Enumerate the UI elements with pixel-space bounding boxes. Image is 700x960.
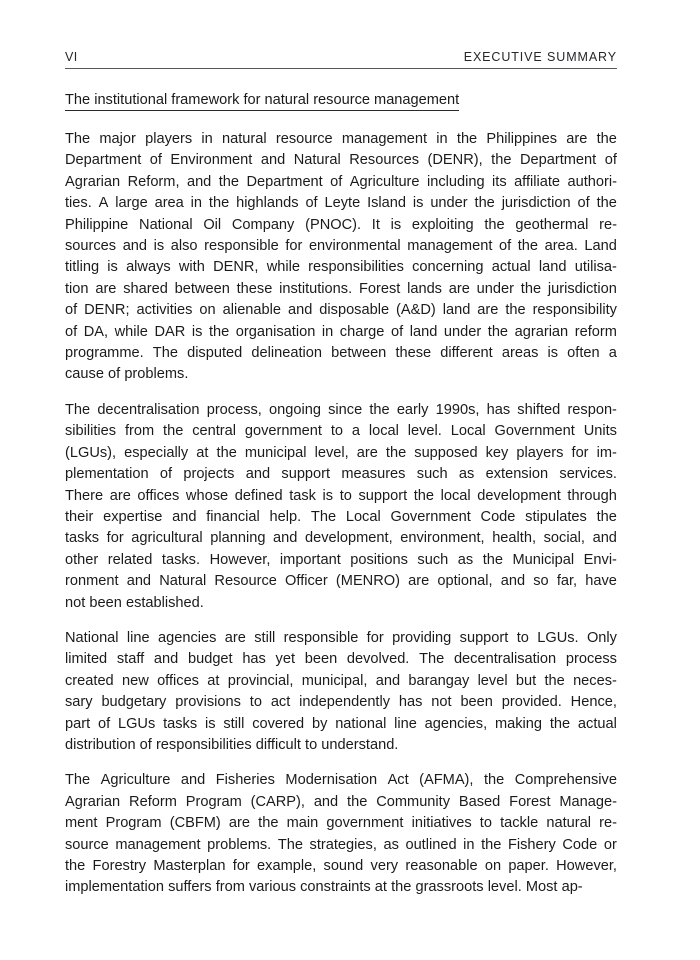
text-line: There are offices whose defined task is to support the local development through <box>65 487 617 504</box>
running-header <box>65 50 617 69</box>
text-line: other related tasks. However, important positions such as the Municipal Envi- <box>65 551 617 568</box>
text-line: The decentralisation process, ongoing since the early 1990s, has shifted respon- <box>65 401 617 418</box>
body-text <box>65 129 617 899</box>
text-line: tasks for agricultural planning and development, environment, health, social, and <box>65 530 617 547</box>
paragraph-national-line-agencies <box>65 628 617 756</box>
text-line: sary budgetary provisions to act independently has not been provided. Hence, <box>65 694 617 711</box>
page-content <box>65 90 617 913</box>
paragraph-decentralisation <box>65 400 617 614</box>
text-line: the Forestry Masterplan for example, sound very reasonable on paper. However, <box>65 858 617 874</box>
text-line: ronment and Natural Resource Officer (MENRO) are optional, and so far, have <box>65 573 617 590</box>
text-line: titling is always with DENR, while responsibilities concerning actual land utilisa- <box>65 259 617 276</box>
text-line: created new offices at provincial, municipal, and barangay level but the neces- <box>65 672 617 689</box>
header-section-title: EXECUTIVE SUMMARY <box>463 50 617 64</box>
text-line: (LGUs), especially at the municipal level, are the supposed key players for im- <box>65 444 617 461</box>
text-line: of DA, while DAR is the organisation in charge of land under the agrarian reform <box>65 323 617 340</box>
text-line: sibilities from the central government to a local level. Local Government Units <box>65 423 617 440</box>
paragraph-afma-carp-cbfm <box>65 770 617 898</box>
text-line: part of LGUs tasks is still covered by national line agencies, making the actual <box>65 715 617 732</box>
text-line: implementation suffers from various constraints at the grassroots level. Most ap- <box>65 879 583 896</box>
text-line: The major players in natural resource management in the Philippines are the <box>65 131 617 147</box>
text-line: ment Program (CBFM) are the main government initiatives to tackle natural re- <box>65 815 617 832</box>
text-line: their expertise and financial help. The Local Government Code stipulates the <box>65 508 617 525</box>
text-line: Department of Environment and Natural Resources (DENR), the Department of <box>65 152 617 169</box>
text-line: tion are shared between these institutions. Forest lands are under the jurisdiction <box>65 280 617 297</box>
text-line: Agrarian Reform, and the Department of Agriculture including its affiliate authori- <box>65 173 617 190</box>
text-line: source management problems. The strategies, as outlined in the Fishery Code or <box>65 836 617 853</box>
section-heading-text: The institutional framework for natural resource management <box>65 92 459 111</box>
text-line: sources and is also responsible for environmental management of the area. Land <box>65 238 617 255</box>
paragraph-institutional-players <box>65 129 617 386</box>
text-line: not been established. <box>65 594 204 611</box>
section-heading <box>65 90 617 111</box>
text-line: ties. A large area in the highlands of Leyte Island is under the jurisdiction of the <box>65 195 617 212</box>
text-line: National line agencies are still responsible for providing support to LGUs. Only <box>65 629 617 646</box>
text-line: plementation of projects and support measures such as extension services. <box>65 466 617 483</box>
text-line: Philippine National Oil Company (PNOC). It is exploiting the geothermal re- <box>65 216 617 233</box>
text-line: Agrarian Reform Program (CARP), and the Community Based Forest Manage- <box>65 793 617 810</box>
page-number: VI <box>65 50 78 64</box>
text-line: limited staff and budget has yet been devolved. The decentralisation process <box>65 651 617 668</box>
text-line: programme. The disputed delineation between these different areas is often a <box>65 345 617 362</box>
text-line: distribution of responsibilities difficult to understand. <box>65 736 399 753</box>
text-line: cause of problems. <box>65 366 189 383</box>
text-line: The Agriculture and Fisheries Modernisation Act (AFMA), the Comprehensive <box>65 772 617 789</box>
text-line: of DENR; activities on alienable and disposable (A&D) land are the responsibility <box>65 302 617 319</box>
